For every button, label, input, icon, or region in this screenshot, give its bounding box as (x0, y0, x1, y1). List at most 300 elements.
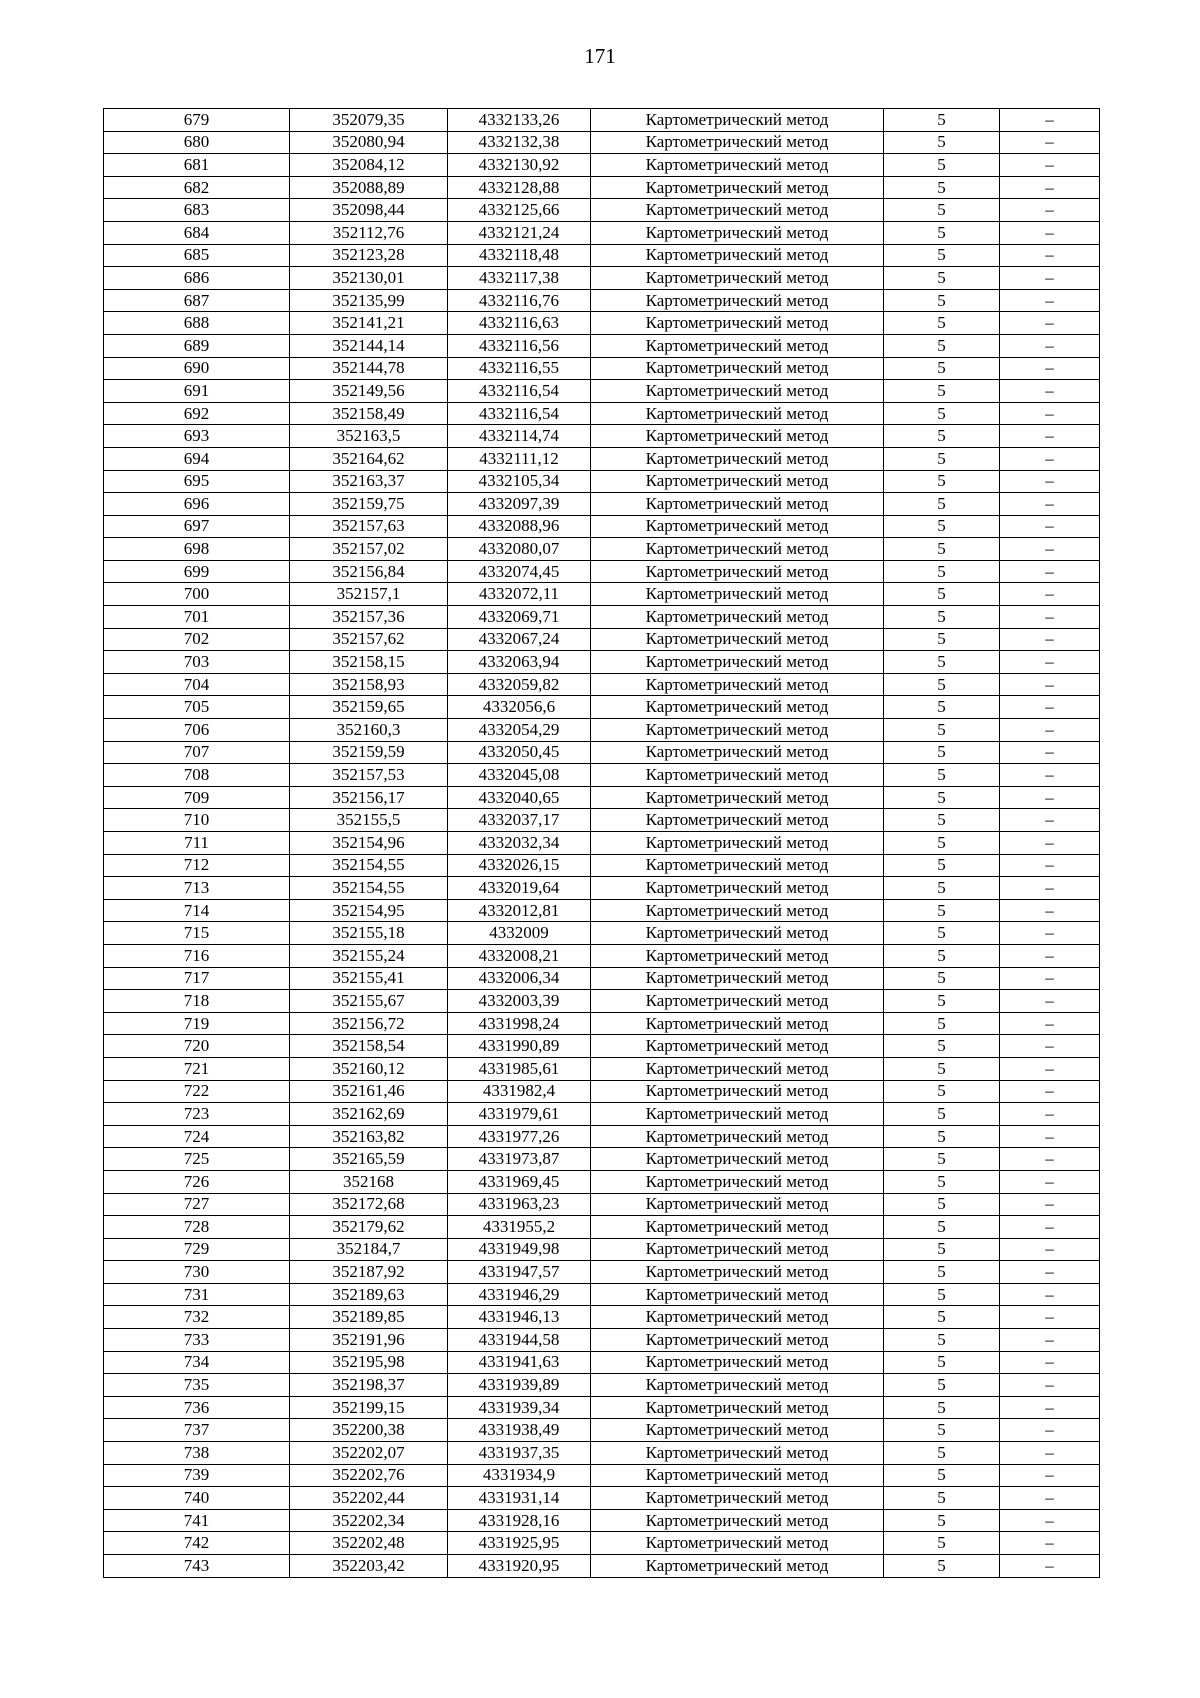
table-row (104, 651, 1100, 674)
method-cell: Картометрический метод (591, 606, 884, 629)
accuracy-cell: 5 (884, 854, 1000, 877)
x-coordinate-cell: 352157,63 (290, 515, 448, 538)
table-row (104, 1035, 1100, 1058)
description-cell: – (1000, 786, 1100, 809)
x-coordinate-cell: 352080,94 (290, 131, 448, 154)
y-coordinate-cell: 4332056,6 (448, 696, 591, 719)
table-row (104, 425, 1100, 448)
x-coordinate-cell: 352163,37 (290, 470, 448, 493)
point-number-cell: 738 (104, 1442, 290, 1465)
y-coordinate-cell: 4331982,4 (448, 1080, 591, 1103)
y-coordinate-cell: 4332116,76 (448, 289, 591, 312)
y-coordinate-cell: 4331973,87 (448, 1148, 591, 1171)
point-number-cell: 713 (104, 877, 290, 900)
x-coordinate-cell: 352159,75 (290, 493, 448, 516)
accuracy-cell: 5 (884, 470, 1000, 493)
description-cell: – (1000, 1351, 1100, 1374)
table-row (104, 786, 1100, 809)
x-coordinate-cell: 352155,41 (290, 967, 448, 990)
y-coordinate-cell: 4332121,24 (448, 221, 591, 244)
x-coordinate-cell: 352155,24 (290, 944, 448, 967)
description-cell: – (1000, 1012, 1100, 1035)
accuracy-cell: 5 (884, 673, 1000, 696)
point-number-cell: 742 (104, 1532, 290, 1555)
point-number-cell: 696 (104, 493, 290, 516)
accuracy-cell: 5 (884, 1283, 1000, 1306)
point-number-cell: 700 (104, 583, 290, 606)
accuracy-cell: 5 (884, 651, 1000, 674)
accuracy-cell: 5 (884, 1509, 1000, 1532)
table-row (104, 944, 1100, 967)
x-coordinate-cell: 352162,69 (290, 1103, 448, 1126)
y-coordinate-cell: 4332133,26 (448, 109, 591, 132)
x-coordinate-cell: 352172,68 (290, 1193, 448, 1216)
point-number-cell: 681 (104, 154, 290, 177)
point-number-cell: 710 (104, 809, 290, 832)
description-cell: – (1000, 1103, 1100, 1126)
y-coordinate-cell: 4332037,17 (448, 809, 591, 832)
point-number-cell: 717 (104, 967, 290, 990)
table-row (104, 1374, 1100, 1397)
point-number-cell: 707 (104, 741, 290, 764)
point-number-cell: 679 (104, 109, 290, 132)
point-number-cell: 687 (104, 289, 290, 312)
description-cell: – (1000, 131, 1100, 154)
x-coordinate-cell: 352189,85 (290, 1306, 448, 1329)
y-coordinate-cell: 4332040,65 (448, 786, 591, 809)
description-cell: – (1000, 990, 1100, 1013)
accuracy-cell: 5 (884, 312, 1000, 335)
x-coordinate-cell: 352159,65 (290, 696, 448, 719)
y-coordinate-cell: 4332009 (448, 922, 591, 945)
coordinates-table (103, 108, 1100, 1578)
x-coordinate-cell: 352191,96 (290, 1329, 448, 1352)
point-number-cell: 736 (104, 1396, 290, 1419)
description-cell: – (1000, 1487, 1100, 1510)
table-row (104, 990, 1100, 1013)
point-number-cell: 703 (104, 651, 290, 674)
description-cell: – (1000, 741, 1100, 764)
table-row (104, 1419, 1100, 1442)
table-row (104, 922, 1100, 945)
method-cell: Картометрический метод (591, 1464, 884, 1487)
table-row (104, 176, 1100, 199)
method-cell: Картометрический метод (591, 922, 884, 945)
y-coordinate-cell: 4331977,26 (448, 1125, 591, 1148)
description-cell: – (1000, 1125, 1100, 1148)
y-coordinate-cell: 4332012,81 (448, 899, 591, 922)
table-row (104, 560, 1100, 583)
point-number-cell: 721 (104, 1057, 290, 1080)
x-coordinate-cell: 352154,95 (290, 899, 448, 922)
y-coordinate-cell: 4331985,61 (448, 1057, 591, 1080)
description-cell: – (1000, 470, 1100, 493)
method-cell: Картометрический метод (591, 334, 884, 357)
x-coordinate-cell: 352154,55 (290, 877, 448, 900)
x-coordinate-cell: 352200,38 (290, 1419, 448, 1442)
x-coordinate-cell: 352141,21 (290, 312, 448, 335)
point-number-cell: 735 (104, 1374, 290, 1397)
point-number-cell: 743 (104, 1555, 290, 1578)
method-cell: Картометрический метод (591, 1261, 884, 1284)
accuracy-cell: 5 (884, 764, 1000, 787)
table-row (104, 1057, 1100, 1080)
method-cell: Картометрический метод (591, 1216, 884, 1239)
method-cell: Картометрический метод (591, 583, 884, 606)
description-cell: – (1000, 628, 1100, 651)
point-number-cell: 702 (104, 628, 290, 651)
x-coordinate-cell: 352195,98 (290, 1351, 448, 1374)
x-coordinate-cell: 352144,14 (290, 334, 448, 357)
method-cell: Картометрический метод (591, 1035, 884, 1058)
table-row (104, 1148, 1100, 1171)
accuracy-cell: 5 (884, 1080, 1000, 1103)
accuracy-cell: 5 (884, 606, 1000, 629)
description-cell: – (1000, 267, 1100, 290)
description-cell: – (1000, 1057, 1100, 1080)
accuracy-cell: 5 (884, 515, 1000, 538)
method-cell: Картометрический метод (591, 447, 884, 470)
accuracy-cell: 5 (884, 1057, 1000, 1080)
point-number-cell: 718 (104, 990, 290, 1013)
point-number-cell: 685 (104, 244, 290, 267)
x-coordinate-cell: 352189,63 (290, 1283, 448, 1306)
table-row (104, 673, 1100, 696)
x-coordinate-cell: 352184,7 (290, 1238, 448, 1261)
x-coordinate-cell: 352202,76 (290, 1464, 448, 1487)
description-cell: – (1000, 176, 1100, 199)
accuracy-cell: 5 (884, 899, 1000, 922)
y-coordinate-cell: 4331939,89 (448, 1374, 591, 1397)
y-coordinate-cell: 4332006,34 (448, 967, 591, 990)
accuracy-cell: 5 (884, 967, 1000, 990)
accuracy-cell: 5 (884, 221, 1000, 244)
description-cell: – (1000, 651, 1100, 674)
y-coordinate-cell: 4331934,9 (448, 1464, 591, 1487)
description-cell: – (1000, 877, 1100, 900)
method-cell: Картометрический метод (591, 1306, 884, 1329)
point-number-cell: 706 (104, 719, 290, 742)
point-number-cell: 731 (104, 1283, 290, 1306)
description-cell: – (1000, 1261, 1100, 1284)
method-cell: Картометрический метод (591, 1080, 884, 1103)
description-cell: – (1000, 221, 1100, 244)
method-cell: Картометрический метод (591, 832, 884, 855)
description-cell: – (1000, 1419, 1100, 1442)
table-row (104, 899, 1100, 922)
description-cell: – (1000, 244, 1100, 267)
x-coordinate-cell: 352157,1 (290, 583, 448, 606)
point-number-cell: 689 (104, 334, 290, 357)
y-coordinate-cell: 4332116,54 (448, 402, 591, 425)
method-cell: Картометрический метод (591, 312, 884, 335)
y-coordinate-cell: 4331955,2 (448, 1216, 591, 1239)
description-cell: – (1000, 719, 1100, 742)
x-coordinate-cell: 352155,67 (290, 990, 448, 1013)
accuracy-cell: 5 (884, 1329, 1000, 1352)
point-number-cell: 705 (104, 696, 290, 719)
y-coordinate-cell: 4331931,14 (448, 1487, 591, 1510)
method-cell: Картометрический метод (591, 1238, 884, 1261)
point-number-cell: 722 (104, 1080, 290, 1103)
x-coordinate-cell: 352098,44 (290, 199, 448, 222)
description-cell: – (1000, 1170, 1100, 1193)
accuracy-cell: 5 (884, 560, 1000, 583)
y-coordinate-cell: 4332003,39 (448, 990, 591, 1013)
description-cell: – (1000, 1080, 1100, 1103)
description-cell: – (1000, 380, 1100, 403)
accuracy-cell: 5 (884, 154, 1000, 177)
method-cell: Картометрический метод (591, 1012, 884, 1035)
x-coordinate-cell: 352079,35 (290, 109, 448, 132)
point-number-cell: 739 (104, 1464, 290, 1487)
y-coordinate-cell: 4332008,21 (448, 944, 591, 967)
y-coordinate-cell: 4332125,66 (448, 199, 591, 222)
description-cell: – (1000, 832, 1100, 855)
method-cell: Картометрический метод (591, 1509, 884, 1532)
table-row (104, 741, 1100, 764)
accuracy-cell: 5 (884, 447, 1000, 470)
x-coordinate-cell: 352165,59 (290, 1148, 448, 1171)
accuracy-cell: 5 (884, 244, 1000, 267)
description-cell: – (1000, 967, 1100, 990)
description-cell: – (1000, 560, 1100, 583)
y-coordinate-cell: 4332097,39 (448, 493, 591, 516)
point-number-cell: 690 (104, 357, 290, 380)
table-row (104, 1442, 1100, 1465)
method-cell: Картометрический метод (591, 1148, 884, 1171)
x-coordinate-cell: 352154,96 (290, 832, 448, 855)
table-row (104, 1509, 1100, 1532)
point-number-cell: 695 (104, 470, 290, 493)
x-coordinate-cell: 352084,12 (290, 154, 448, 177)
method-cell: Картометрический метод (591, 1487, 884, 1510)
table-row (104, 1216, 1100, 1239)
point-number-cell: 692 (104, 402, 290, 425)
method-cell: Картометрический метод (591, 244, 884, 267)
method-cell: Картометрический метод (591, 402, 884, 425)
description-cell: – (1000, 1555, 1100, 1578)
description-cell: – (1000, 899, 1100, 922)
description-cell: – (1000, 154, 1100, 177)
point-number-cell: 732 (104, 1306, 290, 1329)
description-cell: – (1000, 1509, 1100, 1532)
table-row (104, 1306, 1100, 1329)
accuracy-cell: 5 (884, 1261, 1000, 1284)
accuracy-cell: 5 (884, 696, 1000, 719)
point-number-cell: 720 (104, 1035, 290, 1058)
description-cell: – (1000, 289, 1100, 312)
point-number-cell: 686 (104, 267, 290, 290)
table-row (104, 1103, 1100, 1126)
y-coordinate-cell: 4332032,34 (448, 832, 591, 855)
description-cell: – (1000, 1464, 1100, 1487)
method-cell: Картометрический метод (591, 990, 884, 1013)
accuracy-cell: 5 (884, 809, 1000, 832)
accuracy-cell: 5 (884, 357, 1000, 380)
description-cell: – (1000, 696, 1100, 719)
y-coordinate-cell: 4331938,49 (448, 1419, 591, 1442)
y-coordinate-cell: 4331949,98 (448, 1238, 591, 1261)
accuracy-cell: 5 (884, 990, 1000, 1013)
x-coordinate-cell: 352168 (290, 1170, 448, 1193)
method-cell: Картометрический метод (591, 854, 884, 877)
method-cell: Картометрический метод (591, 877, 884, 900)
description-cell: – (1000, 312, 1100, 335)
x-coordinate-cell: 352154,55 (290, 854, 448, 877)
table-row (104, 1464, 1100, 1487)
method-cell: Картометрический метод (591, 899, 884, 922)
accuracy-cell: 5 (884, 786, 1000, 809)
accuracy-cell: 5 (884, 1442, 1000, 1465)
accuracy-cell: 5 (884, 1396, 1000, 1419)
point-number-cell: 733 (104, 1329, 290, 1352)
x-coordinate-cell: 352157,02 (290, 538, 448, 561)
method-cell: Картометрический метод (591, 221, 884, 244)
table-row (104, 289, 1100, 312)
method-cell: Картометрический метод (591, 1193, 884, 1216)
accuracy-cell: 5 (884, 425, 1000, 448)
table-row (104, 470, 1100, 493)
method-cell: Картометрический метод (591, 1396, 884, 1419)
y-coordinate-cell: 4331925,95 (448, 1532, 591, 1555)
point-number-cell: 683 (104, 199, 290, 222)
point-number-cell: 741 (104, 1509, 290, 1532)
accuracy-cell: 5 (884, 1012, 1000, 1035)
y-coordinate-cell: 4332080,07 (448, 538, 591, 561)
method-cell: Картометрический метод (591, 786, 884, 809)
x-coordinate-cell: 352160,12 (290, 1057, 448, 1080)
description-cell: – (1000, 109, 1100, 132)
accuracy-cell: 5 (884, 1216, 1000, 1239)
x-coordinate-cell: 352161,46 (290, 1080, 448, 1103)
x-coordinate-cell: 352163,5 (290, 425, 448, 448)
y-coordinate-cell: 4331998,24 (448, 1012, 591, 1035)
table-row (104, 154, 1100, 177)
y-coordinate-cell: 4332128,88 (448, 176, 591, 199)
point-number-cell: 701 (104, 606, 290, 629)
point-number-cell: 723 (104, 1103, 290, 1126)
description-cell: – (1000, 1374, 1100, 1397)
accuracy-cell: 5 (884, 1238, 1000, 1261)
table-row (104, 628, 1100, 651)
accuracy-cell: 5 (884, 1374, 1000, 1397)
point-number-cell: 719 (104, 1012, 290, 1035)
x-coordinate-cell: 352144,78 (290, 357, 448, 380)
x-coordinate-cell: 352130,01 (290, 267, 448, 290)
accuracy-cell: 5 (884, 922, 1000, 945)
point-number-cell: 699 (104, 560, 290, 583)
point-number-cell: 740 (104, 1487, 290, 1510)
y-coordinate-cell: 4332088,96 (448, 515, 591, 538)
y-coordinate-cell: 4331920,95 (448, 1555, 591, 1578)
method-cell: Картометрический метод (591, 1103, 884, 1126)
accuracy-cell: 5 (884, 109, 1000, 132)
x-coordinate-cell: 352088,89 (290, 176, 448, 199)
x-coordinate-cell: 352179,62 (290, 1216, 448, 1239)
method-cell: Картометрический метод (591, 109, 884, 132)
point-number-cell: 697 (104, 515, 290, 538)
x-coordinate-cell: 352198,37 (290, 1374, 448, 1397)
table-row (104, 1555, 1100, 1578)
x-coordinate-cell: 352160,3 (290, 719, 448, 742)
method-cell: Картометрический метод (591, 809, 884, 832)
accuracy-cell: 5 (884, 289, 1000, 312)
accuracy-cell: 5 (884, 1487, 1000, 1510)
description-cell: – (1000, 854, 1100, 877)
method-cell: Картометрический метод (591, 967, 884, 990)
point-number-cell: 691 (104, 380, 290, 403)
accuracy-cell: 5 (884, 267, 1000, 290)
method-cell: Картометрический метод (591, 176, 884, 199)
accuracy-cell: 5 (884, 628, 1000, 651)
method-cell: Картометрический метод (591, 673, 884, 696)
point-number-cell: 709 (104, 786, 290, 809)
y-coordinate-cell: 4331969,45 (448, 1170, 591, 1193)
method-cell: Картометрический метод (591, 425, 884, 448)
table-row (104, 515, 1100, 538)
y-coordinate-cell: 4332114,74 (448, 425, 591, 448)
y-coordinate-cell: 4331979,61 (448, 1103, 591, 1126)
x-coordinate-cell: 352164,62 (290, 447, 448, 470)
table-row (104, 1351, 1100, 1374)
y-coordinate-cell: 4331928,16 (448, 1509, 591, 1532)
y-coordinate-cell: 4332063,94 (448, 651, 591, 674)
table-row (104, 357, 1100, 380)
table-row (104, 696, 1100, 719)
description-cell: – (1000, 764, 1100, 787)
y-coordinate-cell: 4332116,56 (448, 334, 591, 357)
accuracy-cell: 5 (884, 334, 1000, 357)
accuracy-cell: 5 (884, 493, 1000, 516)
point-number-cell: 682 (104, 176, 290, 199)
description-cell: – (1000, 1216, 1100, 1239)
point-number-cell: 728 (104, 1216, 290, 1239)
y-coordinate-cell: 4332067,24 (448, 628, 591, 651)
y-coordinate-cell: 4331990,89 (448, 1035, 591, 1058)
accuracy-cell: 5 (884, 1148, 1000, 1171)
x-coordinate-cell: 352155,18 (290, 922, 448, 945)
point-number-cell: 734 (104, 1351, 290, 1374)
x-coordinate-cell: 352123,28 (290, 244, 448, 267)
y-coordinate-cell: 4332072,11 (448, 583, 591, 606)
accuracy-cell: 5 (884, 1035, 1000, 1058)
method-cell: Картометрический метод (591, 741, 884, 764)
accuracy-cell: 5 (884, 1170, 1000, 1193)
y-coordinate-cell: 4331937,35 (448, 1442, 591, 1465)
method-cell: Картометрический метод (591, 1283, 884, 1306)
method-cell: Картометрический метод (591, 1057, 884, 1080)
description-cell: – (1000, 425, 1100, 448)
x-coordinate-cell: 352202,48 (290, 1532, 448, 1555)
description-cell: – (1000, 1442, 1100, 1465)
method-cell: Картометрический метод (591, 944, 884, 967)
description-cell: – (1000, 922, 1100, 945)
point-number-cell: 711 (104, 832, 290, 855)
method-cell: Картометрический метод (591, 515, 884, 538)
method-cell: Картометрический метод (591, 1351, 884, 1374)
description-cell: – (1000, 606, 1100, 629)
accuracy-cell: 5 (884, 1193, 1000, 1216)
table-row (104, 1329, 1100, 1352)
x-coordinate-cell: 352157,62 (290, 628, 448, 651)
description-cell: – (1000, 1306, 1100, 1329)
method-cell: Картометрический метод (591, 1532, 884, 1555)
description-cell: – (1000, 1148, 1100, 1171)
accuracy-cell: 5 (884, 1125, 1000, 1148)
x-coordinate-cell: 352187,92 (290, 1261, 448, 1284)
table-row (104, 402, 1100, 425)
